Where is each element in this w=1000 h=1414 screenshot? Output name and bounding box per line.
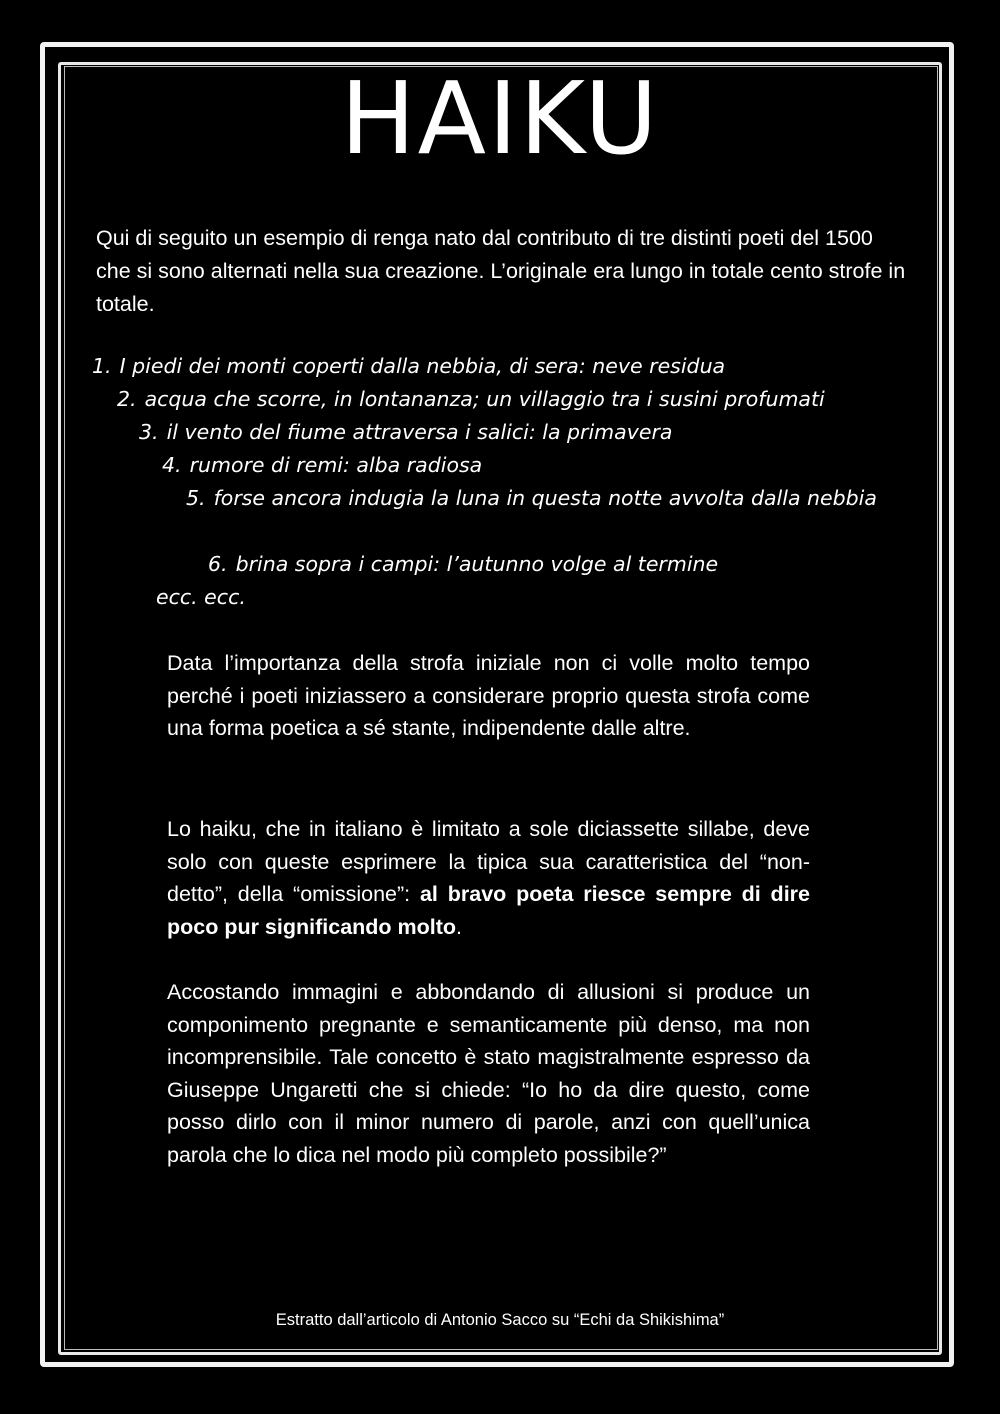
renga-number: 5. [186, 486, 206, 510]
renga-number: 3. [139, 420, 159, 444]
renga-line-4 [162, 449, 482, 482]
renga-line-6 [208, 548, 718, 581]
renga-text: forse ancora indugia la luna in questa notte avvolta dalla nebbia [213, 486, 877, 510]
page-title: HAIKU [340, 60, 660, 177]
renga-number: 6. [208, 552, 228, 576]
renga-number: 2. [117, 387, 137, 411]
renga-number: 4. [162, 453, 182, 477]
renga-line-5 [186, 482, 904, 515]
renga-line-3 [139, 416, 672, 449]
paragraph-haiku-end: . [456, 914, 463, 939]
paragraph-haiku [167, 813, 810, 943]
renga-ellipsis: ecc. ecc. [156, 585, 246, 609]
paragraph-haiku-bold: al bravo poeta riesce sempre di dire poco pur significando molto [167, 882, 810, 939]
paragraph-strofa: Data l’importanza della strofa iniziale non ci volle molto tempo perché i poeti iniziassero a considerare proprio questa strofa come una forma poetica a sé stante, indipendente dalle altre. [167, 651, 810, 741]
renga-text: rumore di remi: alba radiosa [189, 453, 483, 477]
paragraph-ungaretti: Accostando immagini e abbondando di allusioni si produce un componimento pregnante e semanticamente più denso, ma non incomprensibile. Tale concetto è stato magistralmente espresso da Giuseppe Ungaretti che si chiede: “Io ho da dire questo, come posso dirlo con il minor numero di parole, anzi con quell’unica parola che lo dica nel modo più completo possibile?” [167, 980, 810, 1167]
renga-number: 1. [92, 354, 112, 378]
renga-line-2 [117, 383, 825, 416]
footer-source: Estratto dall’articolo di Antonio Sacco su “Echi da Shikishima” [275, 1311, 725, 1329]
renga-text: acqua che scorre, in lontananza; un villaggio tra i susini profumati [144, 387, 825, 411]
renga-line-1 [92, 350, 725, 383]
renga-text: I piedi dei monti coperti dalla nebbia, di sera: neve residua [119, 354, 726, 378]
renga-text: il vento del fiume attraversa i salici: la primavera [166, 420, 673, 444]
paragraph-haiku-text: Lo haiku, che in italiano è limitato a sole diciassette sillabe, deve solo con queste esprimere la tipica sua caratteristica del “non-detto”, della “omissione”: [167, 817, 810, 907]
intro-paragraph: Qui di seguito un esempio di renga nato dal contributo di tre distinti poeti del 1500 che si sono alternati nella sua creazione. L’originale era lungo in totale cento strofe in totale. [96, 226, 906, 316]
renga-text: brina sopra i campi: l’autunno volge al termine [235, 552, 719, 576]
